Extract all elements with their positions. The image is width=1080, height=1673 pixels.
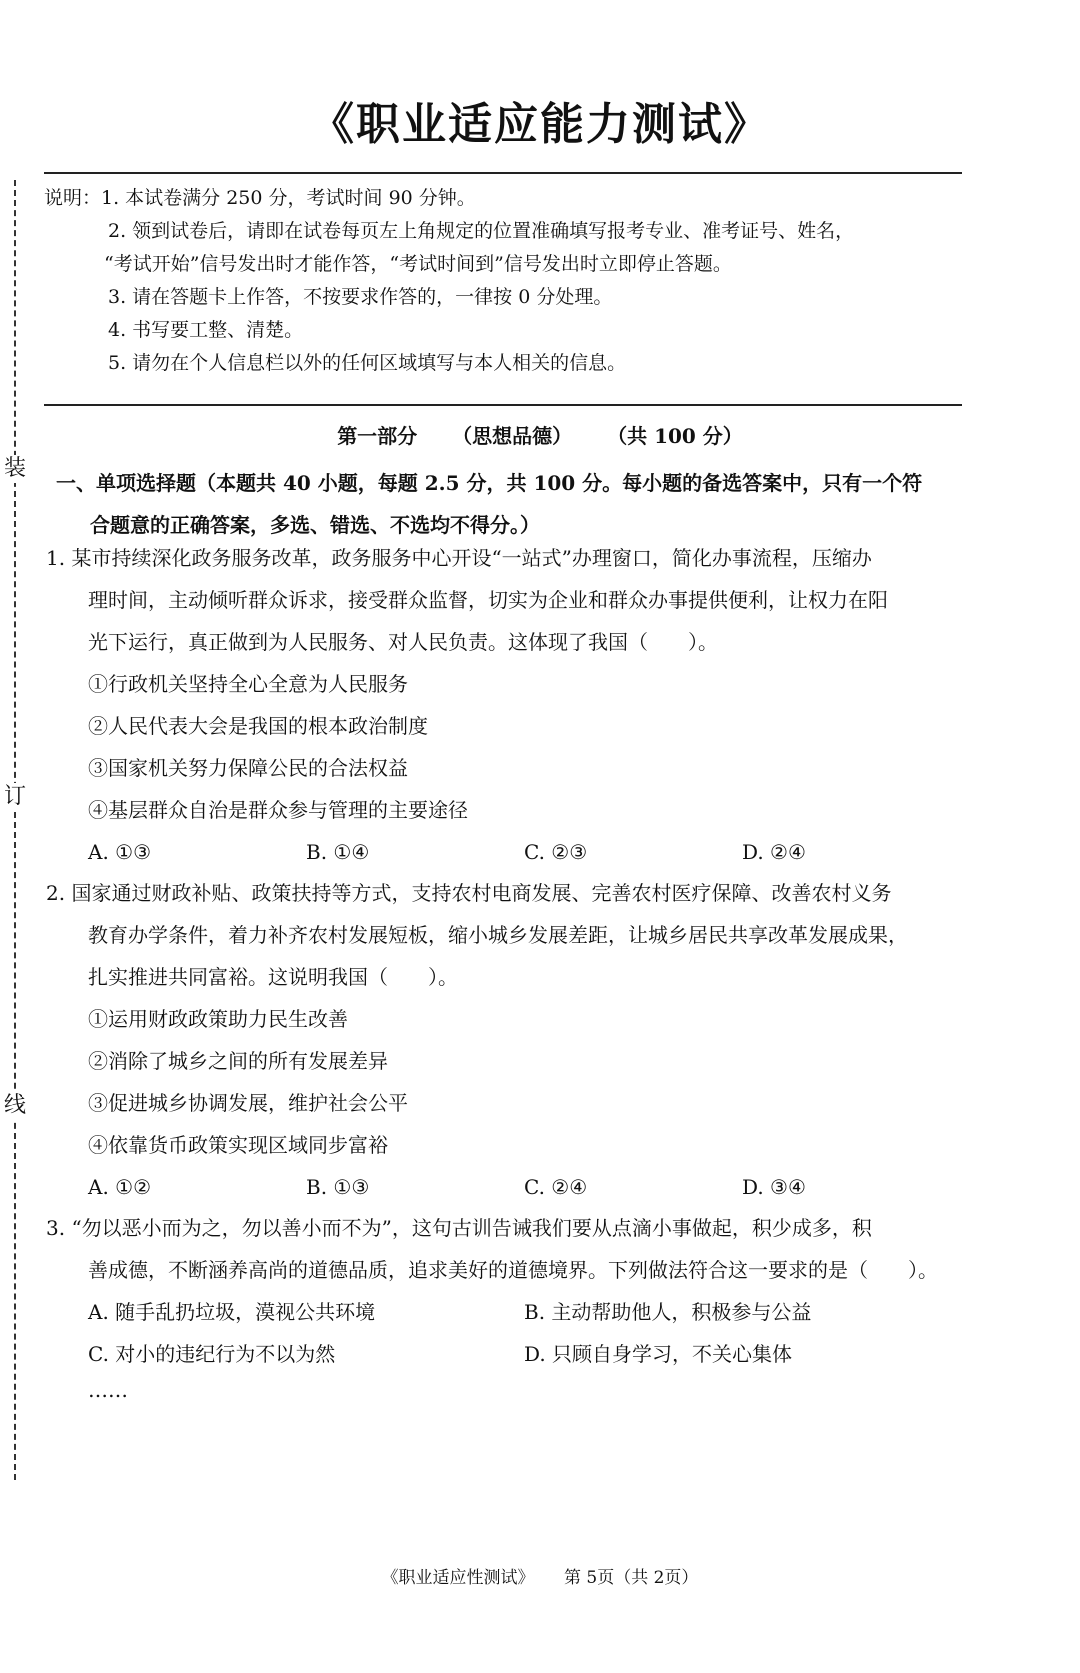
choice-b[interactable]: B. ①③ (306, 1175, 370, 1199)
question-stem-line: 3. “勿以恶小而为之，勿以善小而不为”，这句古训告诫我们要从点滴小事做起，积少成多，积 (46, 1216, 872, 1240)
choice-b[interactable]: B. 主动帮助他人，积极参与公益 (524, 1300, 812, 1324)
question-stem-line: 光下运行，真正做到为人民服务、对人民负责。这体现了我国（ ）。 (88, 630, 718, 654)
section-part: 第一部分 (337, 424, 418, 448)
binding-char-zhuang: 装 (4, 456, 27, 481)
instruction-line-1: 说明：1. 本试卷满分 250 分，考试时间 90 分钟。 (44, 187, 476, 209)
instruction-line-4: 4. 书写要工整、清楚。 (108, 319, 304, 341)
choice-b[interactable]: B. ①④ (306, 840, 370, 864)
choice-a[interactable]: A. 随手乱扔垃圾，漠视公共环境 (88, 1300, 376, 1324)
continuation-ellipsis: …… (88, 1378, 128, 1402)
question-stem-line: 教育办学条件，着力补齐农村发展短板，缩小城乡发展差距，让城乡居民共享改革发展成果， (88, 923, 908, 947)
question-stem-line: 扎实推进共同富裕。这说明我国（ ）。 (88, 965, 458, 989)
question-stem-line: 2. 国家通过财政补贴、政策扶持等方式，支持农村电商发展、完善农村医疗保障、改善农村义务 (46, 881, 892, 905)
question-type-line-1: 一、单项选择题（本题共 40 小题，每题 2.5 分，共 100 分。每小题的备选答案中，只有一个符 (56, 471, 923, 495)
choice-d[interactable]: D. 只顾自身学习，不关心集体 (524, 1342, 793, 1366)
instructions (44, 182, 964, 380)
choice-d[interactable]: D. ③④ (742, 1175, 806, 1199)
top-rule (44, 172, 962, 174)
question-stem-line: 1. 某市持续深化政务服务改革，政务服务中心开设“一站式”办理窗口，简化办事流程，压缩办 (46, 546, 872, 570)
section-heading (0, 420, 1080, 449)
statement-2: ②消除了城乡之间的所有发展差异 (88, 1049, 388, 1073)
question-type-heading (56, 462, 966, 546)
statement-2: ②人民代表大会是我国的根本政治制度 (88, 714, 428, 738)
choice-c[interactable]: C. ②③ (524, 840, 588, 864)
statement-1: ①行政机关坚持全心全意为人民服务 (88, 672, 408, 696)
section-score: （共 100 分） (607, 424, 743, 448)
choice-d[interactable]: D. ②④ (742, 840, 806, 864)
exam-title: 《职业适应能力测试》 (310, 99, 770, 150)
question-stem-line: 理时间，主动倾听群众诉求，接受群众监督，切实为企业和群众办事提供便利，让权力在阳 (88, 588, 888, 612)
binding-dashed-line (14, 180, 16, 1480)
question-2 (46, 872, 966, 1208)
page-footer (0, 1563, 1080, 1588)
statement-3: ③国家机关努力保障公民的合法权益 (88, 756, 408, 780)
footer-exam-name: 《职业适应性测试》 (381, 1568, 535, 1588)
answer-choices-row-1 (46, 1291, 966, 1333)
instruction-line-2: 2. 领到试卷后，请即在试卷每页左上角规定的位置准确填写报考专业、准考证号、姓名， (108, 220, 855, 242)
answer-choices-row-2 (46, 1333, 966, 1375)
binding-char-xian: 线 (4, 1093, 27, 1118)
statement-4: ④基层群众自治是群众参与管理的主要途径 (88, 798, 468, 822)
statement-3: ③促进城乡协调发展，维护社会公平 (88, 1091, 408, 1115)
question-1 (46, 537, 966, 873)
instruction-line-5: 5. 请勿在个人信息栏以外的任何区域填写与本人相关的信息。 (108, 352, 627, 374)
choice-c[interactable]: C. 对小的违纪行为不以为然 (88, 1342, 336, 1366)
question-stem-line: 善成德，不断涵养高尚的道德品质，追求美好的道德境界。下列做法符合这一要求的是（ ）。 (88, 1258, 938, 1282)
statement-1: ①运用财政政策助力民生改善 (88, 1007, 348, 1031)
instruction-line-3: 3. 请在答题卡上作答，不按要求作答的，一律按 0 分处理。 (108, 286, 613, 308)
mid-rule (44, 404, 962, 406)
choice-a[interactable]: A. ①③ (88, 840, 152, 864)
question-type-line-2: 合题意的正确答案，多选、错选、不选均不得分。） (90, 513, 540, 537)
instruction-line-2-cont: “考试开始”信号发出时才能作答，“考试时间到”信号发出时立即停止答题。 (104, 253, 732, 275)
choice-c[interactable]: C. ②④ (524, 1175, 588, 1199)
choice-a[interactable]: A. ①② (88, 1175, 152, 1199)
question-3 (46, 1207, 966, 1375)
binding-char-ding: 订 (4, 784, 27, 809)
statement-4: ④依靠货币政策实现区域同步富裕 (88, 1133, 388, 1157)
section-name: （思想品德） (452, 424, 573, 448)
instruction-label: 说明： (44, 187, 102, 209)
answer-choices (46, 831, 966, 873)
footer-page-number: 第 5页（共 2页） (563, 1568, 699, 1588)
answer-choices (46, 1166, 966, 1208)
